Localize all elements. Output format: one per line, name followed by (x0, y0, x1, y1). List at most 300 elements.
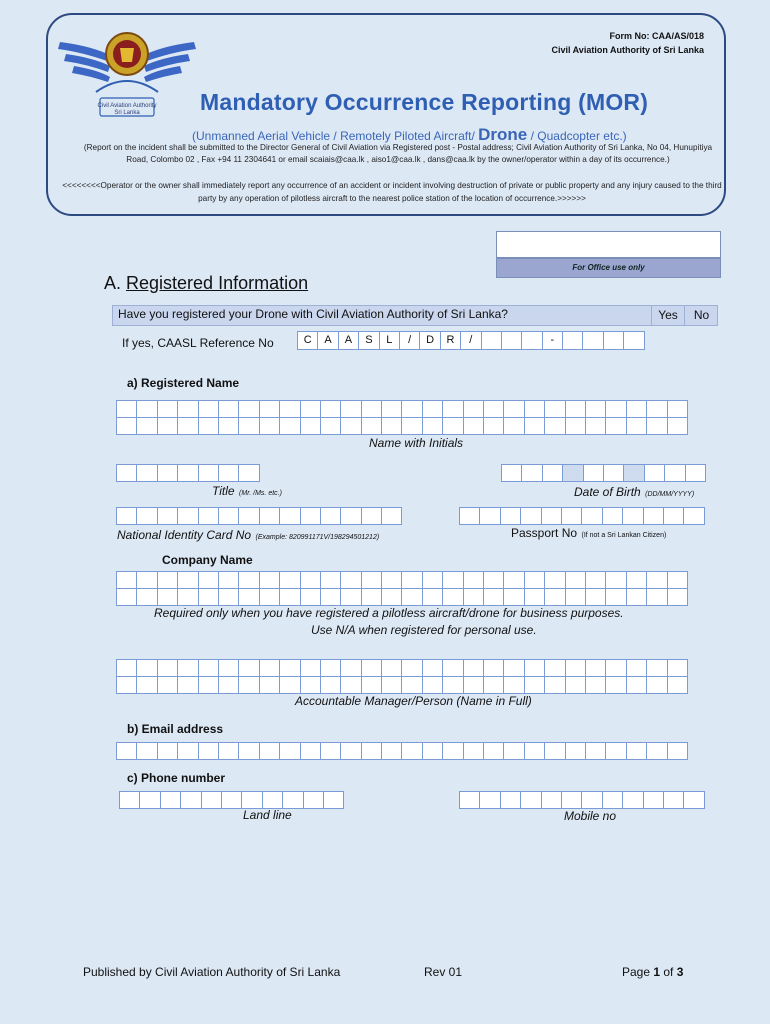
entry-cell[interactable] (622, 791, 643, 809)
entry-cell[interactable] (136, 659, 157, 677)
entry-cell[interactable] (238, 659, 259, 677)
entry-cell[interactable] (585, 676, 606, 694)
entry-cell[interactable] (136, 464, 157, 482)
nic-caption (117, 526, 379, 544)
entry-cell[interactable] (201, 791, 222, 809)
entry-cell[interactable] (177, 659, 198, 677)
yes-option[interactable]: Yes (651, 306, 684, 325)
entry-cell[interactable] (198, 588, 219, 606)
entry-cell[interactable] (503, 400, 524, 418)
entry-cell[interactable] (524, 742, 545, 760)
entry-cell[interactable] (136, 676, 157, 694)
entry-cell[interactable] (320, 588, 341, 606)
passport-field[interactable] (459, 507, 704, 525)
entry-cell[interactable] (605, 417, 626, 435)
entry-cell[interactable] (500, 791, 521, 809)
entry-cell[interactable] (323, 791, 344, 809)
entry-cell[interactable] (663, 791, 684, 809)
dob-field[interactable] (501, 464, 705, 482)
entry-cell[interactable] (605, 400, 626, 418)
entry-cell[interactable] (116, 464, 137, 482)
entry-cell[interactable] (282, 791, 303, 809)
entry-cell[interactable] (361, 676, 382, 694)
entry-cell[interactable] (340, 659, 361, 677)
entry-cell[interactable] (463, 588, 484, 606)
entry-cell[interactable] (524, 417, 545, 435)
entry-cell[interactable] (116, 676, 137, 694)
entry-cell[interactable] (198, 417, 219, 435)
entry-cell[interactable] (626, 676, 647, 694)
ref-cell[interactable]: / (460, 331, 481, 350)
entry-cell[interactable] (442, 400, 463, 418)
entry-cell[interactable] (483, 588, 504, 606)
entry-cell[interactable] (646, 571, 667, 589)
entry-cell[interactable] (361, 588, 382, 606)
entry-cell[interactable] (683, 791, 704, 809)
entry-cell[interactable] (544, 571, 565, 589)
entry-cell[interactable] (463, 571, 484, 589)
entry-cell[interactable] (561, 507, 582, 525)
entry-cell[interactable] (381, 417, 402, 435)
entry-cell[interactable] (300, 588, 321, 606)
entry-cell[interactable] (500, 507, 521, 525)
entry-cell[interactable] (503, 676, 524, 694)
entry-cell[interactable] (503, 659, 524, 677)
entry-cell[interactable] (542, 464, 563, 482)
entry-cell[interactable] (198, 659, 219, 677)
entry-cell[interactable] (603, 464, 624, 482)
entry-cell[interactable] (561, 791, 582, 809)
entry-cell[interactable] (442, 742, 463, 760)
entry-cell[interactable] (177, 588, 198, 606)
entry-cell[interactable] (361, 742, 382, 760)
entry-cell[interactable] (503, 742, 524, 760)
entry-cell[interactable] (667, 659, 688, 677)
entry-cell[interactable] (646, 742, 667, 760)
email-field[interactable] (116, 742, 687, 760)
entry-cell[interactable] (279, 659, 300, 677)
entry-cell[interactable] (340, 417, 361, 435)
entry-cell[interactable] (238, 588, 259, 606)
entry-cell[interactable] (626, 659, 647, 677)
entry-cell[interactable] (459, 791, 480, 809)
entry-cell[interactable] (401, 742, 422, 760)
entry-cell[interactable] (646, 400, 667, 418)
entry-cell[interactable] (177, 464, 198, 482)
entry-cell[interactable] (259, 400, 280, 418)
entry-cell[interactable] (605, 676, 626, 694)
entry-cell[interactable] (180, 791, 201, 809)
entry-cell[interactable] (663, 507, 684, 525)
entry-cell[interactable] (300, 742, 321, 760)
entry-cell[interactable] (279, 588, 300, 606)
entry-cell[interactable] (459, 507, 480, 525)
entry-cell[interactable] (139, 791, 160, 809)
entry-cell[interactable] (422, 417, 443, 435)
entry-cell[interactable] (320, 742, 341, 760)
entry-cell[interactable] (320, 400, 341, 418)
entry-cell[interactable] (565, 400, 586, 418)
entry-cell[interactable] (361, 417, 382, 435)
entry-cell[interactable] (541, 507, 562, 525)
entry-cell[interactable] (262, 791, 283, 809)
entry-cell[interactable] (157, 676, 178, 694)
entry-cell[interactable] (442, 676, 463, 694)
entry-cell[interactable] (479, 507, 500, 525)
entry-cell[interactable] (422, 400, 443, 418)
entry-cell[interactable] (198, 507, 219, 525)
entry-cell[interactable] (664, 464, 685, 482)
ref-cell[interactable] (521, 331, 542, 350)
entry-cell[interactable] (581, 791, 602, 809)
entry-cell[interactable] (300, 676, 321, 694)
entry-cell[interactable] (644, 464, 665, 482)
entry-cell[interactable] (422, 571, 443, 589)
entry-cell[interactable] (401, 400, 422, 418)
entry-cell[interactable] (646, 676, 667, 694)
entry-cell[interactable] (116, 588, 137, 606)
entry-cell[interactable] (340, 742, 361, 760)
manager-row-2[interactable] (116, 676, 687, 694)
ref-cell[interactable] (582, 331, 603, 350)
entry-cell[interactable] (585, 571, 606, 589)
landline-field[interactable] (119, 791, 343, 809)
entry-cell[interactable] (483, 417, 504, 435)
entry-cell[interactable] (300, 571, 321, 589)
entry-cell[interactable] (667, 676, 688, 694)
mobile-field[interactable] (459, 791, 704, 809)
entry-cell[interactable] (626, 417, 647, 435)
entry-cell[interactable] (401, 571, 422, 589)
entry-cell[interactable] (667, 417, 688, 435)
entry-cell[interactable] (643, 791, 664, 809)
entry-cell[interactable] (483, 742, 504, 760)
entry-cell[interactable] (116, 507, 137, 525)
entry-cell[interactable] (463, 676, 484, 694)
entry-cell[interactable] (626, 571, 647, 589)
entry-cell[interactable] (524, 400, 545, 418)
entry-cell[interactable] (136, 507, 157, 525)
entry-cell[interactable] (524, 588, 545, 606)
ref-cell[interactable] (501, 331, 522, 350)
entry-cell[interactable] (643, 507, 664, 525)
entry-cell[interactable] (136, 588, 157, 606)
entry-cell[interactable] (241, 791, 262, 809)
entry-cell[interactable] (562, 464, 583, 482)
entry-cell[interactable] (218, 417, 239, 435)
company-row-2[interactable] (116, 588, 687, 606)
entry-cell[interactable] (585, 417, 606, 435)
ref-cell[interactable]: L (379, 331, 400, 350)
entry-cell[interactable] (501, 464, 522, 482)
entry-cell[interactable] (622, 507, 643, 525)
entry-cell[interactable] (605, 659, 626, 677)
entry-cell[interactable] (646, 588, 667, 606)
ref-cell[interactable]: A (317, 331, 338, 350)
entry-cell[interactable] (279, 400, 300, 418)
entry-cell[interactable] (463, 400, 484, 418)
entry-cell[interactable] (605, 588, 626, 606)
entry-cell[interactable] (544, 742, 565, 760)
entry-cell[interactable] (303, 791, 324, 809)
entry-cell[interactable] (340, 400, 361, 418)
entry-cell[interactable] (136, 742, 157, 760)
entry-cell[interactable] (259, 588, 280, 606)
entry-cell[interactable] (300, 659, 321, 677)
entry-cell[interactable] (218, 659, 239, 677)
entry-cell[interactable] (116, 400, 137, 418)
ref-cell[interactable]: S (358, 331, 379, 350)
name-row-2[interactable] (116, 417, 687, 435)
entry-cell[interactable] (157, 571, 178, 589)
entry-cell[interactable] (157, 507, 178, 525)
entry-cell[interactable] (279, 676, 300, 694)
entry-cell[interactable] (524, 659, 545, 677)
entry-cell[interactable] (218, 464, 239, 482)
entry-cell[interactable] (259, 659, 280, 677)
entry-cell[interactable] (340, 507, 361, 525)
entry-cell[interactable] (279, 507, 300, 525)
entry-cell[interactable] (544, 676, 565, 694)
entry-cell[interactable] (157, 742, 178, 760)
entry-cell[interactable] (685, 464, 706, 482)
ref-cell[interactable]: A (338, 331, 359, 350)
ref-cell[interactable] (623, 331, 644, 350)
entry-cell[interactable] (463, 659, 484, 677)
entry-cell[interactable] (401, 588, 422, 606)
entry-cell[interactable] (422, 676, 443, 694)
entry-cell[interactable] (116, 742, 137, 760)
entry-cell[interactable] (463, 417, 484, 435)
entry-cell[interactable] (381, 400, 402, 418)
entry-cell[interactable] (667, 742, 688, 760)
entry-cell[interactable] (646, 659, 667, 677)
office-use-field[interactable] (496, 231, 721, 258)
entry-cell[interactable] (381, 742, 402, 760)
entry-cell[interactable] (626, 400, 647, 418)
entry-cell[interactable] (401, 417, 422, 435)
entry-cell[interactable] (238, 676, 259, 694)
entry-cell[interactable] (300, 417, 321, 435)
entry-cell[interactable] (483, 400, 504, 418)
entry-cell[interactable] (238, 464, 259, 482)
entry-cell[interactable] (136, 417, 157, 435)
entry-cell[interactable] (524, 676, 545, 694)
entry-cell[interactable] (583, 464, 604, 482)
entry-cell[interactable] (581, 507, 602, 525)
entry-cell[interactable] (157, 659, 178, 677)
entry-cell[interactable] (585, 742, 606, 760)
entry-cell[interactable] (320, 676, 341, 694)
company-row-1[interactable] (116, 571, 687, 589)
entry-cell[interactable] (565, 588, 586, 606)
entry-cell[interactable] (442, 588, 463, 606)
entry-cell[interactable] (177, 571, 198, 589)
entry-cell[interactable] (221, 791, 242, 809)
entry-cell[interactable] (279, 571, 300, 589)
entry-cell[interactable] (667, 588, 688, 606)
entry-cell[interactable] (300, 507, 321, 525)
caasl-ref-field[interactable] (297, 331, 644, 350)
title-field[interactable] (116, 464, 259, 482)
entry-cell[interactable] (565, 676, 586, 694)
ref-cell[interactable] (481, 331, 502, 350)
entry-cell[interactable] (544, 659, 565, 677)
entry-cell[interactable] (442, 659, 463, 677)
entry-cell[interactable] (119, 791, 140, 809)
entry-cell[interactable] (623, 464, 644, 482)
entry-cell[interactable] (401, 659, 422, 677)
entry-cell[interactable] (667, 571, 688, 589)
entry-cell[interactable] (340, 676, 361, 694)
entry-cell[interactable] (401, 676, 422, 694)
entry-cell[interactable] (218, 676, 239, 694)
entry-cell[interactable] (602, 791, 623, 809)
entry-cell[interactable] (483, 676, 504, 694)
entry-cell[interactable] (361, 659, 382, 677)
entry-cell[interactable] (544, 417, 565, 435)
entry-cell[interactable] (177, 417, 198, 435)
entry-cell[interactable] (198, 400, 219, 418)
entry-cell[interactable] (320, 659, 341, 677)
entry-cell[interactable] (157, 588, 178, 606)
entry-cell[interactable] (177, 400, 198, 418)
entry-cell[interactable] (646, 417, 667, 435)
entry-cell[interactable] (177, 676, 198, 694)
entry-cell[interactable] (683, 507, 704, 525)
entry-cell[interactable] (259, 571, 280, 589)
entry-cell[interactable] (381, 571, 402, 589)
entry-cell[interactable] (157, 417, 178, 435)
entry-cell[interactable] (218, 742, 239, 760)
entry-cell[interactable] (442, 571, 463, 589)
no-option[interactable]: No (684, 306, 718, 325)
entry-cell[interactable] (177, 742, 198, 760)
name-row-1[interactable] (116, 400, 687, 418)
entry-cell[interactable] (483, 571, 504, 589)
entry-cell[interactable] (381, 507, 402, 525)
entry-cell[interactable] (422, 588, 443, 606)
nic-field[interactable] (116, 507, 401, 525)
entry-cell[interactable] (279, 742, 300, 760)
entry-cell[interactable] (479, 791, 500, 809)
entry-cell[interactable] (238, 507, 259, 525)
entry-cell[interactable] (116, 417, 137, 435)
entry-cell[interactable] (320, 507, 341, 525)
entry-cell[interactable] (218, 507, 239, 525)
entry-cell[interactable] (198, 676, 219, 694)
entry-cell[interactable] (520, 507, 541, 525)
ref-cell[interactable]: C (297, 331, 318, 350)
entry-cell[interactable] (198, 742, 219, 760)
footer-revision: Rev 01 (424, 965, 463, 979)
entry-cell[interactable] (198, 464, 219, 482)
entry-cell[interactable] (626, 588, 647, 606)
entry-cell[interactable] (544, 400, 565, 418)
entry-cell[interactable] (279, 417, 300, 435)
entry-cell[interactable] (320, 417, 341, 435)
entry-cell[interactable] (361, 507, 382, 525)
entry-cell[interactable] (320, 571, 341, 589)
entry-cell[interactable] (136, 400, 157, 418)
subtitle-prefix: (Unmanned Aerial Vehicle / Remotely Piloted Aircraft/ (192, 129, 479, 143)
entry-cell[interactable] (238, 400, 259, 418)
ref-cell[interactable] (562, 331, 583, 350)
ref-cell[interactable]: R (440, 331, 461, 350)
entry-cell[interactable] (422, 742, 443, 760)
entry-cell[interactable] (300, 400, 321, 418)
entry-cell[interactable] (503, 571, 524, 589)
entry-cell[interactable] (667, 400, 688, 418)
entry-cell[interactable] (157, 400, 178, 418)
entry-cell[interactable] (381, 659, 402, 677)
entry-cell[interactable] (585, 659, 606, 677)
ref-cell[interactable] (603, 331, 624, 350)
entry-cell[interactable] (136, 571, 157, 589)
entry-cell[interactable] (521, 464, 542, 482)
entry-cell[interactable] (422, 659, 443, 677)
entry-cell[interactable] (116, 571, 137, 589)
entry-cell[interactable] (585, 588, 606, 606)
entry-cell[interactable] (238, 742, 259, 760)
entry-cell[interactable] (503, 588, 524, 606)
entry-cell[interactable] (565, 742, 586, 760)
entry-cell[interactable] (238, 571, 259, 589)
entry-cell[interactable] (503, 417, 524, 435)
entry-cell[interactable] (602, 507, 623, 525)
entry-cell[interactable] (177, 507, 198, 525)
entry-cell[interactable] (218, 400, 239, 418)
entry-cell[interactable] (198, 571, 219, 589)
entry-cell[interactable] (259, 507, 280, 525)
entry-cell[interactable] (361, 571, 382, 589)
entry-cell[interactable] (218, 588, 239, 606)
entry-cell[interactable] (157, 464, 178, 482)
entry-cell[interactable] (259, 742, 280, 760)
entry-cell[interactable] (381, 588, 402, 606)
entry-cell[interactable] (565, 571, 586, 589)
entry-cell[interactable] (340, 571, 361, 589)
entry-cell[interactable] (605, 742, 626, 760)
entry-cell[interactable] (381, 676, 402, 694)
entry-cell[interactable] (259, 417, 280, 435)
entry-cell[interactable] (442, 417, 463, 435)
entry-cell[interactable] (565, 659, 586, 677)
ref-cell[interactable]: / (399, 331, 420, 350)
entry-cell[interactable] (483, 659, 504, 677)
entry-cell[interactable] (544, 588, 565, 606)
ref-cell[interactable]: D (419, 331, 440, 350)
entry-cell[interactable] (585, 400, 606, 418)
entry-cell[interactable] (116, 659, 137, 677)
entry-cell[interactable] (565, 417, 586, 435)
entry-cell[interactable] (605, 571, 626, 589)
entry-cell[interactable] (361, 400, 382, 418)
entry-cell[interactable] (541, 791, 562, 809)
entry-cell[interactable] (259, 676, 280, 694)
entry-cell[interactable] (626, 742, 647, 760)
entry-cell[interactable] (520, 791, 541, 809)
ref-cell[interactable]: - (542, 331, 563, 350)
entry-cell[interactable] (463, 742, 484, 760)
dob-caption (574, 483, 694, 501)
entry-cell[interactable] (218, 571, 239, 589)
manager-row-1[interactable] (116, 659, 687, 677)
entry-cell[interactable] (340, 588, 361, 606)
entry-cell[interactable] (238, 417, 259, 435)
entry-cell[interactable] (160, 791, 181, 809)
entry-cell[interactable] (524, 571, 545, 589)
